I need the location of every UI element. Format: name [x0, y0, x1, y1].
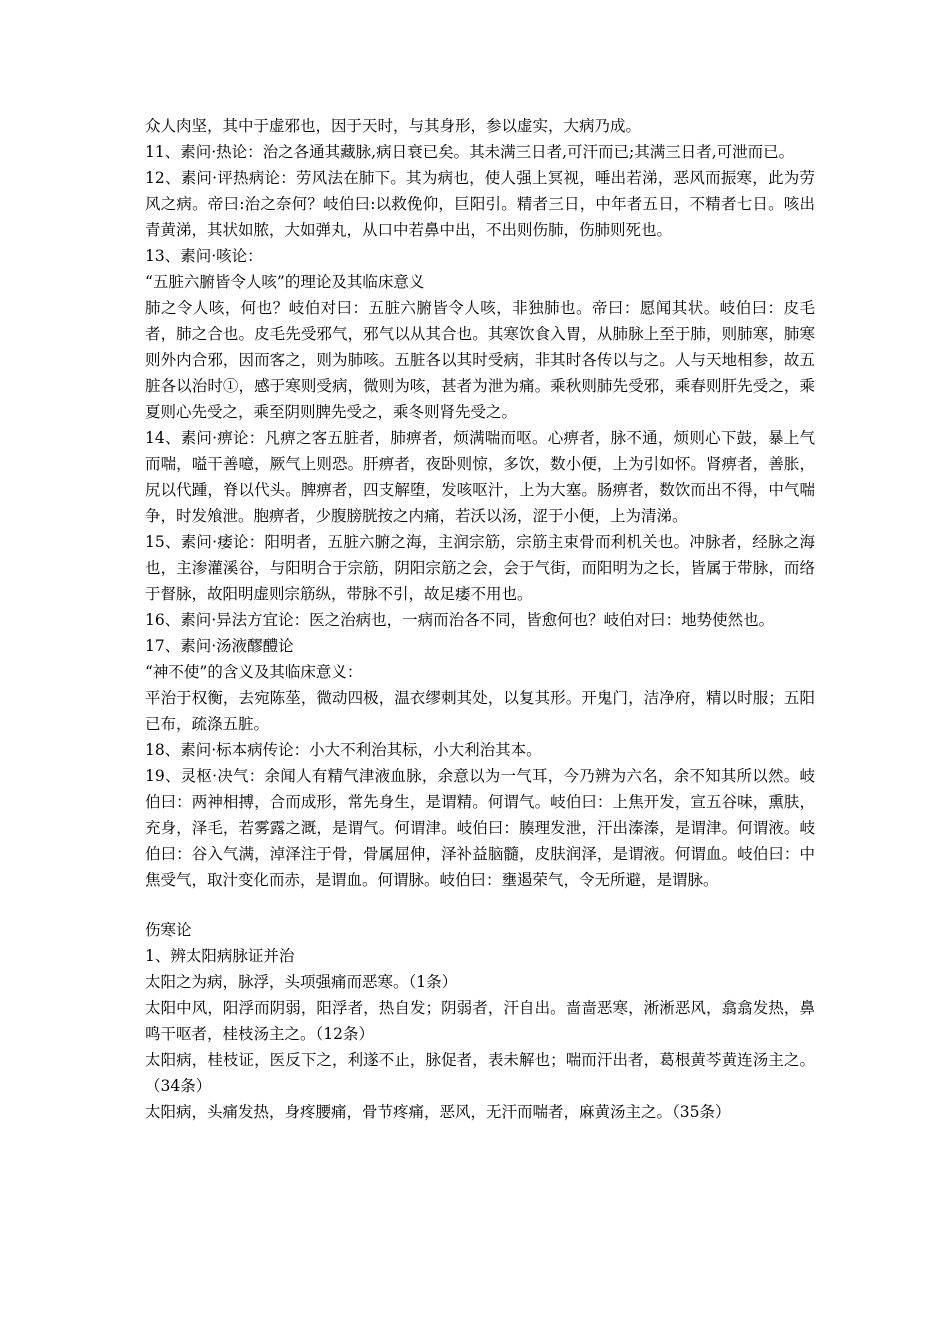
text-paragraph: 12、素问·评热病论：劳风法在肺下。其为病也，使人强上冥视，唾出若涕，恶风而振寒，此为劳风之病。帝曰:治之奈何？岐伯曰:以救俛仰，巨阳引。精者三日，中年者五日，不精者七日。咳出青黄涕，其状如脓，大如弹丸，从口中若鼻中出，不出则伤肺，伤肺则死也。 [145, 169, 815, 239]
text-paragraph: 平治于权衡，去宛陈莝，微动四极，温衣缪刺其处，以复其形。开鬼门，洁净府，精以时服；五阳已布，疏涤五脏。 [145, 689, 815, 733]
section-heading: 13、素问·咳论： [145, 247, 263, 265]
text-paragraph: 11、素问·热论：治之各通其藏脉,病日衰已矣。其未满三日者,可汗而已;其满三日者,可泄而已。 [145, 143, 795, 161]
text-paragraph: 肺之令人咳，何也？岐伯对曰：五脏六腑皆令人咳，非独肺也。帝曰：愿闻其状。岐伯曰：皮毛者，肺之合也。皮毛先受邪气，邪气以从其合也。其寒饮食入胃，从肺脉上至于肺，则肺寒，肺寒则外内合邪，因而客之，则为肺咳。五脏各以其时受病，非其时各传以与之。人与天地相参，故五脏各以治时①，感于寒则受病，微则为咳，甚者为泄为痛。乘秋则肺先受邪，乘春则肝先受之，乘夏则心先受之，乘至阴则脾先受之，乘冬则肾先受之。 [145, 299, 815, 421]
subheading: “神不使”的含义及其临床意义： [145, 663, 363, 681]
text-paragraph: 19、灵枢·决气：余闻人有精气津液血脉，余意以为一气耳，今乃辨为六名，余不知其所以然。岐伯曰：两神相搏，合而成形，常先身生，是谓精。何谓气。岐伯曰：上焦开发，宣五谷味，熏肤，充身，泽毛，若雾露之溉，是谓气。何谓津。岐伯曰：腠理发泄，汗出溱溱，是谓津。何谓液。岐伯曰：谷入气满，淖泽注于骨，骨属屈伸，泽补益脑髓，皮肤润泽，是谓液。何谓血。岐伯曰：中焦受气，取汁变化而赤，是谓血。何谓脉。岐伯曰：壅遏荣气，令无所避，是谓脉。 [145, 767, 815, 889]
subheading: “五脏六腑皆令人咳”的理论及其临床意义 [145, 273, 425, 291]
text-paragraph: 15、素问·痿论：阳明者，五脏六腑之海，主润宗筋，宗筋主束骨而利机关也。冲脉者，经脉之海也，主渗灌溪谷，与阳明合于宗筋，阴阳宗筋之会，会于气街，而阳明为之长，皆属于带脉，而络于督脉，故阳明虚则宗筋纵，带脉不引，故足痿不用也。 [145, 533, 815, 603]
text-paragraph: 18、素问·标本病传论：小大不利治其标，小大利治其本。 [145, 741, 542, 759]
text-paragraph: 太阳病，桂枝证，医反下之，利遂不止，脉促者，表未解也；喘而汗出者，葛根黄芩黄连汤主之。（34条） [145, 1051, 815, 1095]
text-paragraph: 14、素问·痹论：凡痹之客五脏者，肺痹者，烦满喘而呕。心痹者，脉不通，烦则心下鼓，暴上气而喘，嗌干善噫，厥气上则恐。肝痹者，夜卧则惊，多饮，数小便，上为引如怀。肾痹者，善胀，尻以代踵，脊以代头。脾痹者，四支解堕，发咳呕汁，上为大塞。肠痹者，数饮而出不得，中气喘争，时发飧泄。胞痹者，少腹膀胱按之内痛，若沃以汤，涩于小便，上为清涕。 [145, 429, 815, 525]
text-paragraph: 太阳病，头痛发热，身疼腰痛，骨节疼痛，恶风，无汗而喘者，麻黄汤主之。（35条） [145, 1103, 731, 1121]
text-paragraph: 太阳之为病，脉浮，头项强痛而恶寒。（1条） [145, 973, 458, 991]
section-heading: 1、辨太阳病脉证并治 [145, 947, 295, 965]
chapter-title: 伤寒论 [145, 921, 192, 939]
text-paragraph: 众人肉坚，其中于虚邪也，因于天时，与其身形，参以虚实，大病乃成。 [145, 117, 642, 135]
text-paragraph: 16、素问·异法方宜论：医之治病也，一病而治各不同，皆愈何也？岐伯对曰：地势使然也。 [145, 611, 775, 629]
text-paragraph: 太阳中风，阳浮而阴弱，阳浮者，热自发；阴弱者，汗自出。啬啬恶寒，淅淅恶风，翕翕发热，鼻鸣干呕者，桂枝汤主之。（12条） [145, 999, 815, 1043]
document-page [145, 113, 815, 1125]
section-heading: 17、素问·汤液醪醴论 [145, 637, 294, 655]
section-spacer [145, 893, 815, 917]
